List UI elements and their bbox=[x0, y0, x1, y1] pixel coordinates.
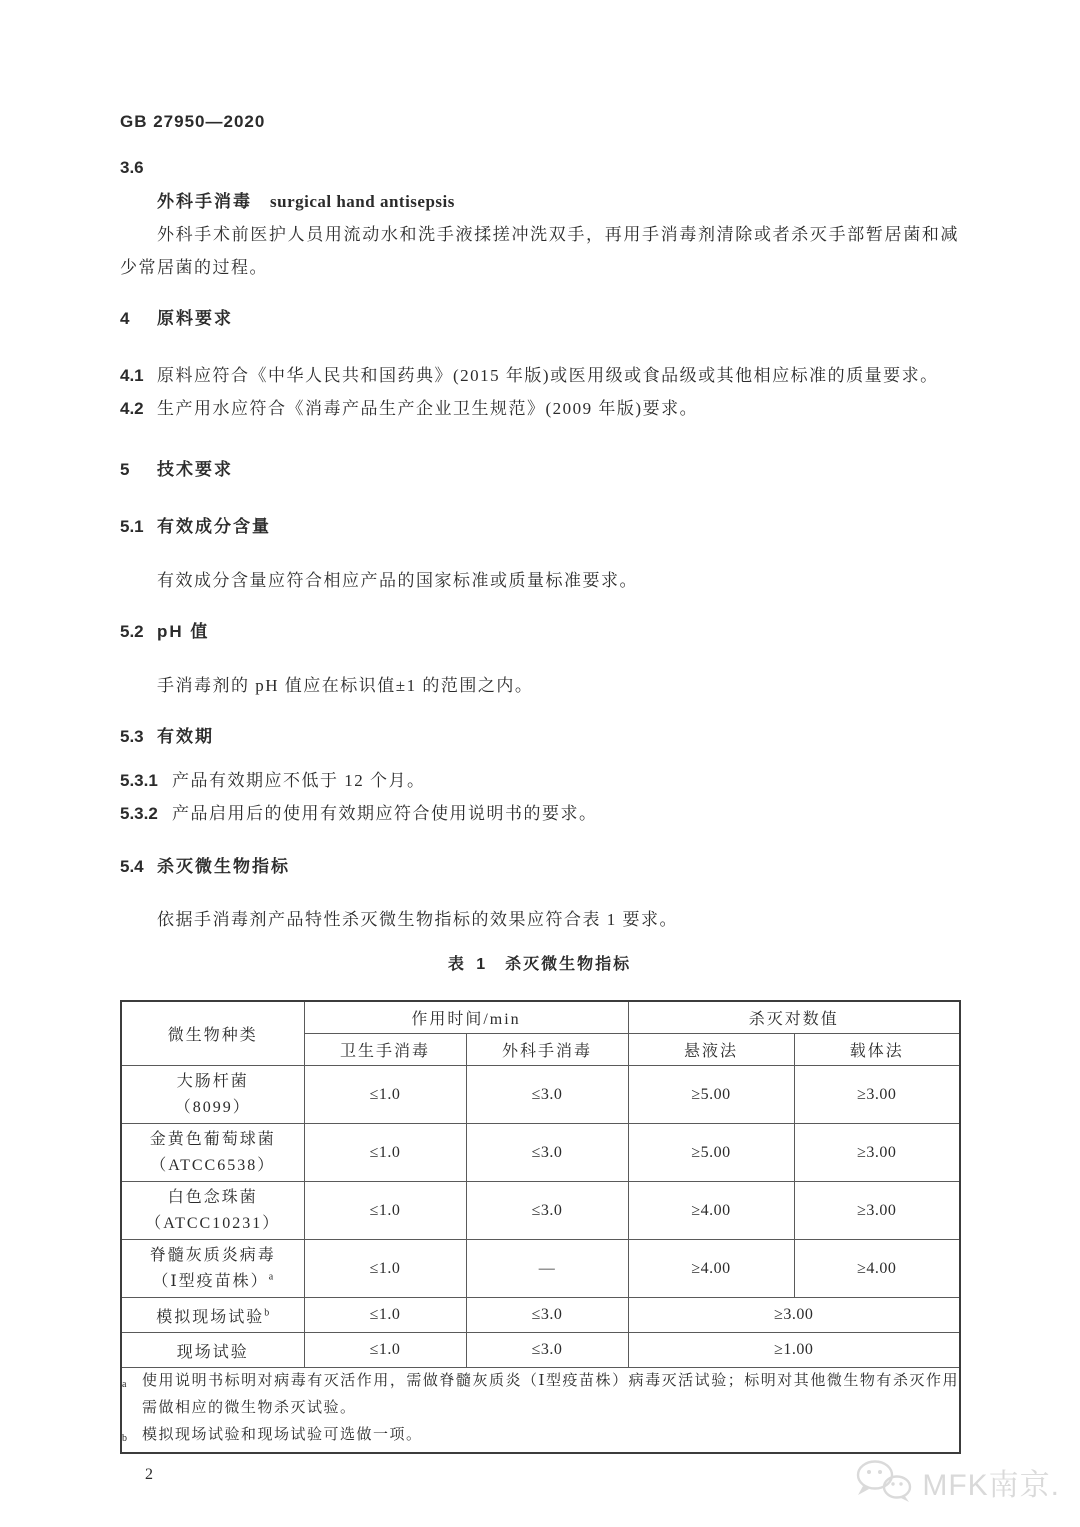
table-1-microbial-kill-spec bbox=[120, 1000, 961, 1454]
term-english: surgical hand antisepsis bbox=[270, 192, 455, 211]
clause-4-2 bbox=[120, 392, 959, 425]
section-5-1-title: 有效成分含量 bbox=[157, 517, 271, 536]
clause-4-1-body: 原料应符合《中华人民共和国药典》(2015 年版)或医用级或食品级或其他相应标准的质量要求。 bbox=[157, 366, 939, 385]
table-1-title: 杀灭微生物指标 bbox=[505, 956, 632, 973]
watermark-text: MFK南京. bbox=[922, 1469, 1060, 1502]
suspension-log: ≥4.00 bbox=[628, 1240, 794, 1298]
term-chinese: 外科手消毒 bbox=[157, 192, 252, 211]
surgical-time: ≤3.0 bbox=[466, 1124, 628, 1182]
table-footnotes bbox=[121, 1368, 960, 1454]
clause-5-3-2-body: 产品启用后的使用有效期应符合使用说明书的要求。 bbox=[172, 804, 598, 823]
table-row bbox=[121, 1066, 960, 1124]
suspension-log: ≥5.00 bbox=[628, 1066, 794, 1124]
section-5-3-heading bbox=[120, 726, 959, 748]
surgical-time: ≤3.0 bbox=[466, 1298, 628, 1333]
section-4-number: 4 bbox=[120, 309, 130, 328]
clause-5-3-1 bbox=[120, 764, 959, 797]
col-header-carrier: 载体法 bbox=[794, 1034, 960, 1066]
hygienic-time: ≤1.0 bbox=[304, 1298, 466, 1333]
footnote-b-marker: b bbox=[264, 1307, 270, 1319]
section-5-4-title: 杀灭微生物指标 bbox=[157, 857, 290, 876]
section-5-1-heading bbox=[120, 516, 959, 538]
section-4-heading bbox=[120, 308, 959, 330]
clause-4-2-body: 生产用水应符合《消毒产品生产企业卫生规范》(2009 年版)要求。 bbox=[157, 399, 699, 418]
surgical-time: ≤3.0 bbox=[466, 1066, 628, 1124]
species-name: 现场试验 bbox=[121, 1333, 304, 1368]
clause-5-2-body: 手消毒剂的 pH 值应在标识值±1 的范围之内。 bbox=[157, 676, 534, 695]
section-5-3-number: 5.3 bbox=[120, 727, 144, 746]
section-5-4-heading bbox=[120, 856, 959, 878]
surgical-time: — bbox=[466, 1240, 628, 1298]
section-5-2-number: 5.2 bbox=[120, 622, 144, 641]
suspension-log: ≥5.00 bbox=[628, 1124, 794, 1182]
carrier-log: ≥3.00 bbox=[794, 1182, 960, 1240]
table-header-row-groups bbox=[121, 1001, 960, 1034]
species-name: 大肠杆菌 （8099） bbox=[121, 1066, 304, 1124]
wechat-icon bbox=[852, 1459, 916, 1505]
hygienic-time: ≤1.0 bbox=[304, 1124, 466, 1182]
species-name: 脊髓灰质炎病毒 （Ⅰ型疫苗株）$^a$ bbox=[121, 1240, 304, 1298]
hygienic-time: ≤1.0 bbox=[304, 1182, 466, 1240]
section-5-number: 5 bbox=[120, 460, 130, 479]
footnote-b: b 模拟现场试验和现场试验可选做一项。 bbox=[122, 1427, 423, 1444]
species-name: 白色念珠菌 （ATCC10231） bbox=[121, 1182, 304, 1240]
doc-number: GB 27950—2020 bbox=[120, 112, 266, 131]
col-header-surgical: 外科手消毒 bbox=[466, 1034, 628, 1066]
suspension-log: ≥4.00 bbox=[628, 1182, 794, 1240]
species-name: 模拟现场试验$^b$ bbox=[121, 1298, 304, 1333]
surgical-time: ≤3.0 bbox=[466, 1182, 628, 1240]
section-5-title: 技术要求 bbox=[157, 460, 233, 479]
clause-3-6-body: 外科手术前医护人员用流动水和洗手液揉搓冲洗双手，再用手消毒剂清除或者杀灭手部暂居菌和减少常居菌的过程。 bbox=[120, 225, 959, 277]
clause-5-3-1-body: 产品有效期应不低于 12 个月。 bbox=[172, 771, 426, 790]
section-4-title: 原料要求 bbox=[157, 309, 233, 328]
clause-4-2-number: 4.2 bbox=[120, 399, 144, 418]
clause-5-4-body: 依据手消毒剂产品特性杀灭微生物指标的效果应符合表 1 要求。 bbox=[157, 910, 678, 929]
footnote-a: a 使用说明书标明对病毒有灭活作用，需做脊髓灰质炎（Ⅰ型疫苗株）病毒灭活试验；标明对其他微生物有杀灭作用需做相应的微生物杀灭试验。 bbox=[122, 1373, 960, 1416]
clause-5-3-2 bbox=[120, 797, 959, 830]
col-header-hygienic: 卫生手消毒 bbox=[304, 1034, 466, 1066]
hygienic-time: ≤1.0 bbox=[304, 1066, 466, 1124]
clause-5-1-body: 有效成分含量应符合相应产品的国家标准或质量标准要求。 bbox=[157, 571, 638, 590]
section-5-4-number: 5.4 bbox=[120, 857, 144, 876]
table-row bbox=[121, 1333, 960, 1368]
col-header-suspension: 悬液法 bbox=[628, 1034, 794, 1066]
merged-log-value: ≥3.00 bbox=[628, 1298, 960, 1333]
section-5-2-heading bbox=[120, 621, 959, 643]
footnote-a-marker: a bbox=[268, 1271, 274, 1283]
section-5-1-number: 5.1 bbox=[120, 517, 144, 536]
table-row bbox=[121, 1124, 960, 1182]
carrier-log: ≥3.00 bbox=[794, 1124, 960, 1182]
surgical-time: ≤3.0 bbox=[466, 1333, 628, 1368]
section-5-2-title: pH 值 bbox=[157, 622, 210, 641]
table-row bbox=[121, 1182, 960, 1240]
clause-4-1 bbox=[120, 359, 959, 392]
carrier-log: ≥3.00 bbox=[794, 1066, 960, 1124]
col-group-kill-log: 杀灭对数值 bbox=[628, 1001, 960, 1034]
carrier-log: ≥4.00 bbox=[794, 1240, 960, 1298]
page-number: 2 bbox=[145, 1466, 153, 1483]
table-1-caption bbox=[120, 954, 959, 976]
watermark bbox=[852, 1459, 1060, 1505]
col-group-contact-time: 作用时间/min bbox=[304, 1001, 628, 1034]
hygienic-time: ≤1.0 bbox=[304, 1333, 466, 1368]
table-row bbox=[121, 1298, 960, 1333]
section-5-heading bbox=[120, 459, 959, 481]
hygienic-time: ≤1.0 bbox=[304, 1240, 466, 1298]
merged-log-value: ≥1.00 bbox=[628, 1333, 960, 1368]
clause-3-6-number: 3.6 bbox=[120, 158, 144, 177]
species-name: 金黄色葡萄球菌 （ATCC6538） bbox=[121, 1124, 304, 1182]
table-row bbox=[121, 1240, 960, 1298]
table-1-label: 表 1 bbox=[447, 956, 490, 973]
col-header-species: 微生物种类 bbox=[121, 1001, 304, 1066]
term-definition-heading bbox=[120, 192, 959, 212]
clause-5-3-1-number: 5.3.1 bbox=[120, 771, 158, 790]
clause-5-3-2-number: 5.3.2 bbox=[120, 804, 158, 823]
section-5-3-title: 有效期 bbox=[157, 727, 214, 746]
table-footnotes-row bbox=[121, 1368, 960, 1454]
clause-4-1-number: 4.1 bbox=[120, 366, 144, 385]
